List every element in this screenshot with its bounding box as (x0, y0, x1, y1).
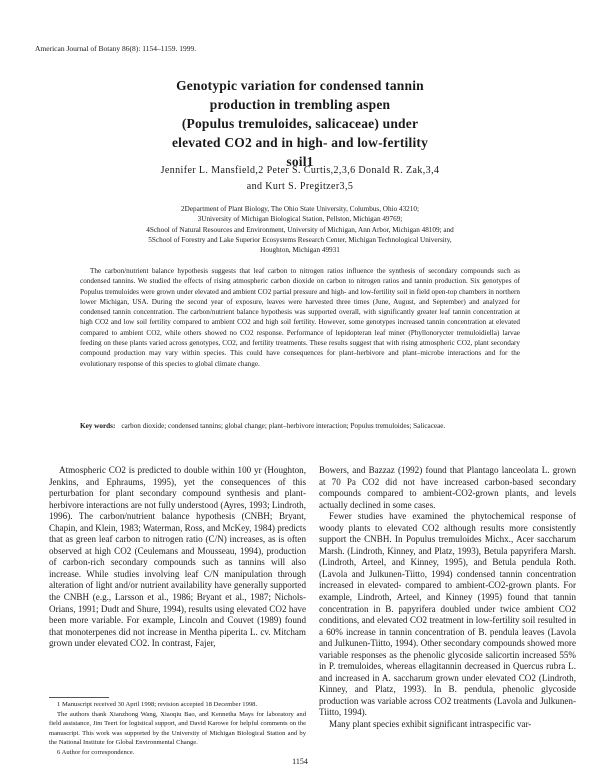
keywords-label: Key words: (80, 422, 116, 430)
body-paragraph: Many plant species exhibit significant intraspecific var- (329, 719, 532, 730)
body-paragraph: Bowers, and Bazzaz (1992) found that Plantago lanceolata L. grown at 70 Pa CO2 did not have increased carbon-based secondary compounds compared to ambient-CO2-grown plants, and levels actually declined in some cases. (319, 465, 576, 510)
body-column-right (319, 465, 576, 731)
title-line: production in trembling aspen (209, 97, 391, 112)
affiliations (60, 204, 540, 255)
affiliation: Houghton, Michigan 49931 (260, 246, 340, 255)
body-paragraph: Fewer studies have examined the phytochemical response of woody plants to elevated CO2 although results more consistently support the CNBH. In Populus tremuloides Michx., Acer saccharum Marsh. (Lindroth, Kinney, and Platz, 1993), Betula papyrifera Marsh. (Lindroth, Arteel, and Kinney, 1995), and Betula pendula Roth. (Lavola and Julkunen-Tiitto, 1994) condensed tannin concentration increased in elevated- compared to ambient-CO2-grown plants. For example, Lindroth, Arteel, and Kinney (1995) found that tannin concentration in B. papyrifera doubled under twice ambient CO2 conditions, and elevated CO2 treatment in low-fertility soil resulted in a 60% increase in tannin concentration of B. pendula leaves (Lavola and Julkunen-Tiitto, 1994). Other secondary compounds showed more variable responses as the phenolic glycoside salicortin increased 55% in P. tremuloides, whereas ellagitannin decreased in Quercus rubra L. and increased in A. saccharum grown under elevated CO2 (Lindroth, Kinney, and Platz, 1993). In B. pendula, phenolic glycoside production was variable across CO2 treatments (Lavola and Julkunen-Tiitto, 1994). (319, 511, 576, 718)
footnotes (49, 700, 306, 758)
title-line: soil1 (286, 154, 314, 169)
footnote: 1 Manuscript received 30 April 1998; revision accepted 18 December 1998. (57, 701, 258, 708)
affiliation: 2Department of Plant Biology, The Ohio State University, Columbus, Ohio 43210; (181, 205, 419, 213)
running-head: American Journal of Botany 86(8): 1154–1159. 1999. (35, 44, 197, 53)
title-line: Genotypic variation for condensed tannin (176, 78, 424, 93)
footnote: 6 Author for correspondence. (57, 748, 135, 756)
body-paragraph: Atmospheric CO2 is predicted to double within 100 yr (Houghton, Jenkins, and Ephraums, 1995), yet the consequences of this perturbation for plant secondary compound synthesis and plant-herbivore interactions are not fully understood (Ayres, 1993; Lindroth, 1996). The carbon/nutrient balance hypothesis (CNBH; Bryant, Chapin, and Klein, 1983; Waterman, Ross, and McKey, 1984) predicts that as green leaf carbon to nitrogen ratio (C/N) increases, as is often observed at high CO2 (Ceulemans and Mousseau, 1994), production of carbon-rich secondary compounds such as tannins will also increase. While studies involving leaf C/N manipulation through alteration of light and/or nutrient availability have generally supported the CNBH (e.g., Larsson et al., 1986; Bryant et al., 1987; Nichols-Orians, 1991; Dudt and Shure, 1994), results using elevated CO2 have been more variable. For example, Lincoln and Couvet (1989) found that monoterpenes did not increase in Mentha piperita L. cv. Mitcham grown under elevated CO2. In contrast, Fajer, (49, 465, 306, 649)
abstract: The carbon/nutrient balance hypothesis suggests that leaf carbon to nitrogen ratios influence the synthesis of secondary compounds such as condensed tannins. We studied the effects of rising atmospheric carbon dioxide on carbon to nitrogen ratios and tannin production. Six genotypes of Populus tremuloides were grown under elevated and ambient CO2 partial pressure and high- and low-fertility soil in field open-top chambers in northern lower Michigan, USA. During the second year of exposure, leaves were harvested three times (June, August, and September) and analyzed for condensed tannin concentration. The carbon/nutrient balance hypothesis was supported overall, with significantly greater leaf tannin concentration at high CO2 and low soil fertility compared to ambient CO2 and high soil fertility. However, some genotypes increased tannin concentration at elevated compared to ambient CO2, while others showed no CO2 response. Performance of lepidopteran leaf miner (Phyllonorycter tremuloidiella) larvae feeding on these plants varied across genotypes, CO2, and fertility treatments. These results suggest that with rising atmospheric CO2, plant secondary compound production may vary within species. This could have consequences for plant–herbivore and plant–microbe interactions and for the evolutionary response of this species to global climate change. (80, 267, 520, 368)
author-list (60, 163, 540, 195)
keywords-text: carbon dioxide; condensed tannins; global change; plant–herbivore interaction; Populus tremuloides; Salicaceae. (121, 422, 446, 430)
body-column-left (49, 465, 306, 650)
title-line: elevated CO2 and in high- and low-fertility (171, 135, 429, 150)
keywords (80, 421, 520, 431)
page-number: 1154 (292, 757, 308, 766)
author-line: Jennifer L. Mansfield,2 Peter S. Curtis,2,3,6 Donald R. Zak,3,4 (160, 165, 440, 176)
affiliation: 4School of Natural Resources and Environment, University of Michigan, Ann Arbor, Michigan 48109; and (146, 225, 454, 234)
footnote: The authors thank Xianzhong Wang, Xiaoqiu Bao, and Kennetha Mays for laboratory and field assistance, Jim Teeri for logistical support, and David Karowe for helpful comments on the manuscript. This work was supported by the University of Michigan Biological Station and by the National Institute for Global Environmental Change. (49, 710, 306, 747)
affiliation: 3University of Michigan Biological Station, Pellston, Michigan 49769; (197, 215, 403, 224)
footnote-rule (49, 697, 109, 698)
author-line: and Kurt S. Pregitzer3,5 (246, 181, 354, 192)
article-title (60, 76, 540, 171)
affiliation: 5School of Forestry and Lake Superior Ecosystems Research Center, Michigan Technological University, (148, 235, 452, 244)
title-line: (Populus tremuloides, salicaceae) under (181, 116, 419, 131)
